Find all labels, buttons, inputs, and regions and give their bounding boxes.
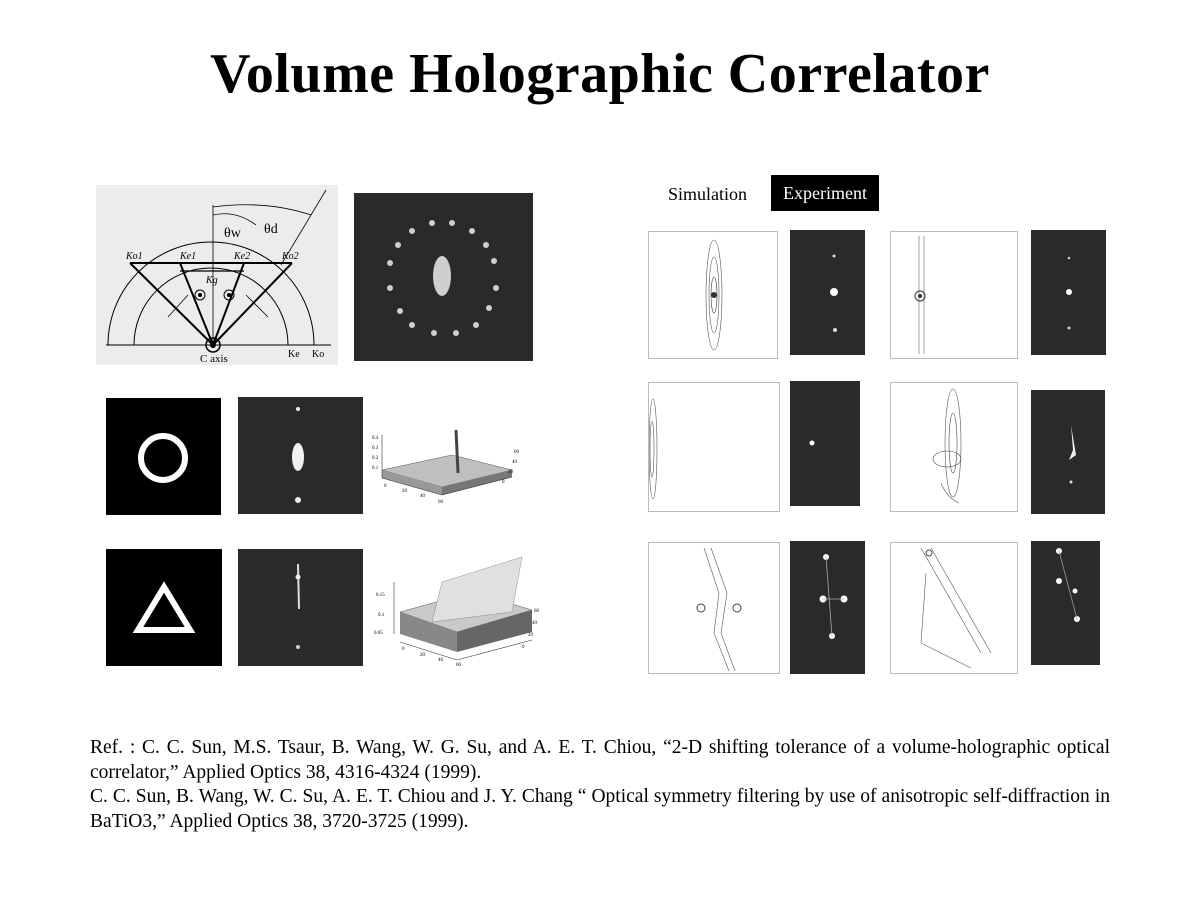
ring-z-tick: 0.4 xyxy=(372,436,379,441)
experiment-spot-image xyxy=(790,541,865,674)
triangle-z-tick: 0.05 xyxy=(374,631,383,636)
ring-x-tick: 20 xyxy=(402,489,407,494)
ring-input-image xyxy=(106,398,221,515)
ring-z-tick: 0.3 xyxy=(372,446,379,451)
experiment-label: Experiment xyxy=(771,175,879,211)
label-k-e2: Ke2 xyxy=(234,251,251,262)
label-k-e: Ke xyxy=(288,349,300,360)
experiment-spot-image xyxy=(1031,541,1100,665)
ring-output-image xyxy=(238,397,363,514)
triangle-z-tick: 0.1 xyxy=(378,613,385,618)
triangle-3d-plot xyxy=(372,552,542,668)
triangle-output-image xyxy=(238,549,363,666)
k-space-diagram xyxy=(96,185,338,365)
label-k-o1: Ko1 xyxy=(126,251,143,262)
triangle-input-image xyxy=(106,549,222,666)
label-k-e1: Ke1 xyxy=(180,251,197,262)
experiment-spot-image xyxy=(1031,390,1105,514)
triangle-x-tick: 60 xyxy=(456,663,461,668)
ring-x-tick: 60 xyxy=(438,500,443,505)
simulation-contour-plot xyxy=(648,382,780,512)
ring-y-tick: 60 xyxy=(514,450,519,455)
slide-title: Volume Holographic Correlator xyxy=(210,43,990,105)
label-k-g: Kg xyxy=(206,275,218,286)
triangle-y-tick: 40 xyxy=(532,621,537,626)
references xyxy=(90,736,1110,834)
simulation-contour-plot xyxy=(890,231,1018,359)
ring-x-tick: 0 xyxy=(384,484,387,489)
simulation-contour-plot xyxy=(890,382,1018,512)
label-theta-w: θw xyxy=(224,226,241,241)
simulation-contour-plot xyxy=(648,231,778,359)
reference-2: C. C. Sun, B. Wang, W. C. Su, A. E. T. Chiou and J. Y. Chang “ Optical symmetry filtering by use of anisotropic self-diffraction in BaTiO3,” Applied Optics 38, 3720-3725 (1999). xyxy=(90,786,1110,832)
simulation-contour-plot xyxy=(890,542,1018,674)
label-k-o: Ko xyxy=(312,349,325,360)
label-k-o2: Ko2 xyxy=(282,251,299,262)
triangle-z-tick: 0.15 xyxy=(376,593,385,598)
label-theta-d: θd xyxy=(264,222,278,237)
triangle-x-tick: 40 xyxy=(438,658,443,663)
diffraction-ring-image xyxy=(354,193,533,361)
triangle-y-tick: 60 xyxy=(534,609,539,614)
triangle-x-tick: 0 xyxy=(402,647,405,652)
simulation-label: Simulation xyxy=(668,184,748,204)
ring-y-tick: 20 xyxy=(508,470,513,475)
ring-z-tick: 0.1 xyxy=(372,466,379,471)
experiment-spot-image xyxy=(790,230,865,355)
ring-y-tick: 0 xyxy=(502,480,505,485)
label-c-axis: C axis xyxy=(200,353,228,365)
experiment-spot-image xyxy=(1031,230,1106,355)
triangle-x-tick: 20 xyxy=(420,653,425,658)
ring-3d-plot xyxy=(372,425,527,515)
triangle-y-tick: 20 xyxy=(528,633,533,638)
triangle-y-tick: 0 xyxy=(522,645,525,650)
ring-x-tick: 40 xyxy=(420,494,425,499)
simulation-contour-plot xyxy=(648,542,780,674)
experiment-spot-image xyxy=(790,381,860,506)
reference-1: Ref. : C. C. Sun, M.S. Tsaur, B. Wang, W. G. Su, and A. E. T. Chiou, “2-D shifting tolerance of a volume-holographic optical correlator,” Applied Optics 38, 4316-4324 (1999). xyxy=(90,737,1110,783)
ring-y-tick: 40 xyxy=(512,460,517,465)
ring-z-tick: 0.2 xyxy=(372,456,379,461)
